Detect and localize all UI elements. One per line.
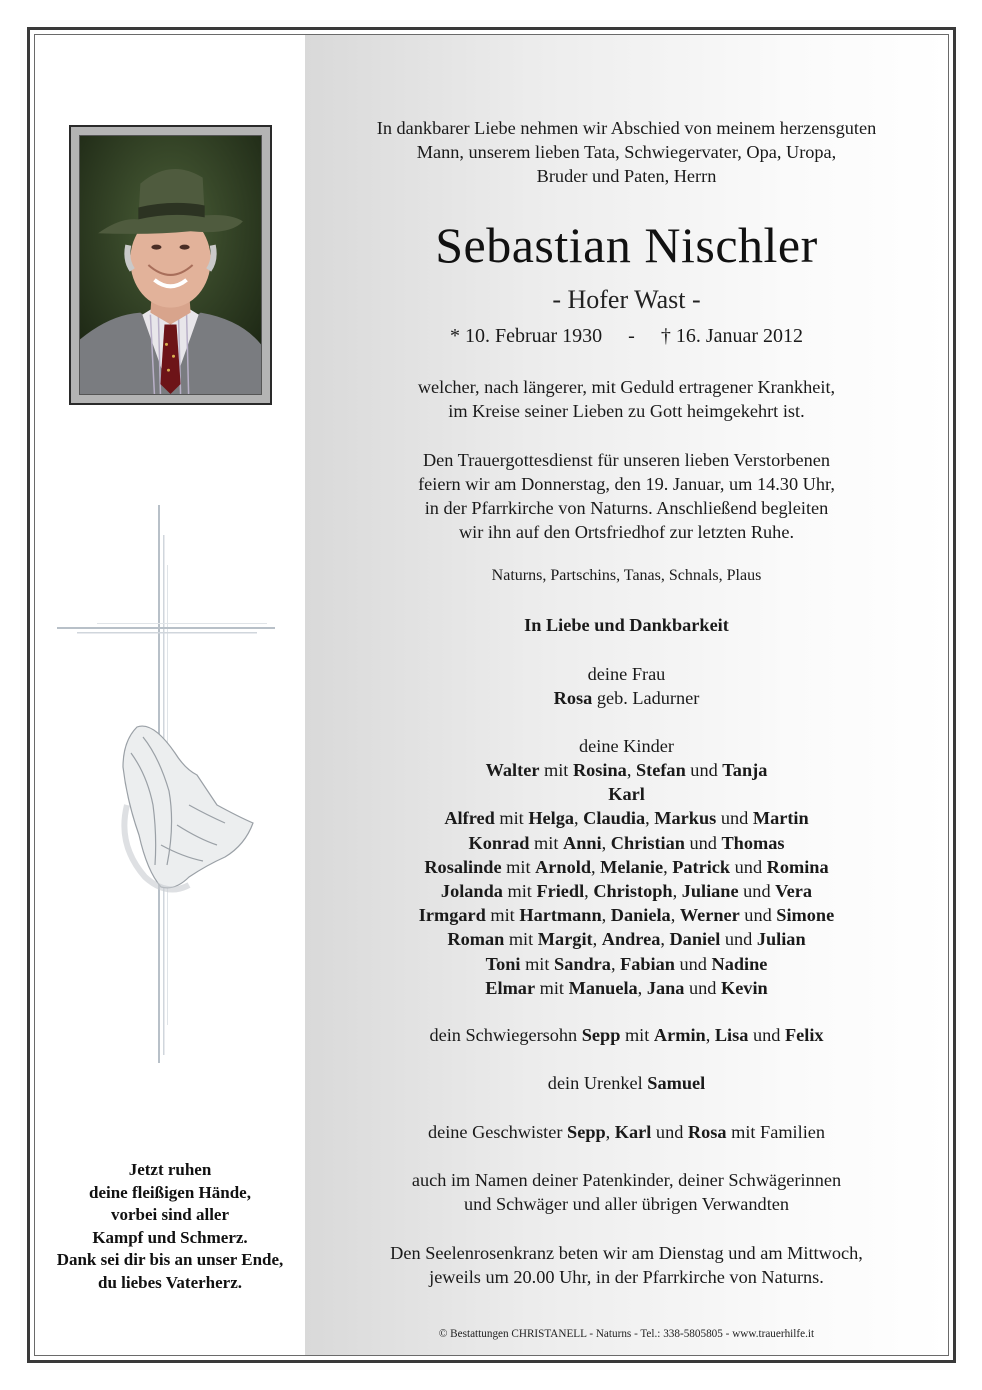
connector-text: und [748, 1025, 785, 1045]
service-line: wir ihn auf den Ortsfriedhof zur letzten Ruhe. [458, 522, 795, 542]
person-name: Alfred [444, 808, 495, 829]
service-line: in der Pfarrkirche von Naturns. Anschließend begleiten [424, 498, 829, 518]
portrait-photo [69, 125, 272, 405]
person-name: Julian [756, 929, 806, 950]
deceased-nickname: - Hofer Wast - [552, 285, 701, 314]
person-name: Nadine [711, 953, 768, 974]
person-name: Samuel [647, 1073, 706, 1093]
connector-text: mit [620, 1025, 654, 1045]
service-line: feiern wir am Donnerstag, den 19. Januar, um 14.30 Uhr, [418, 474, 835, 494]
poem-line: Dank sei dir bis an unser Ende, [56, 1250, 284, 1269]
also-line: und Schwäger und aller übrigen Verwandten [463, 1194, 790, 1214]
son-in-law-line [305, 1023, 948, 1047]
person-name: Sepp [581, 1025, 621, 1045]
deceased-name: Sebastian Nischler [435, 217, 818, 273]
children-line [305, 782, 948, 806]
person-name: Sepp [567, 1122, 606, 1142]
connector-text: und [685, 760, 723, 780]
person-name: Patrick [672, 856, 731, 877]
person-name: Jana [646, 977, 685, 998]
connector-text: , [590, 856, 601, 877]
connector-text: , [626, 760, 636, 780]
person-name: Karl [608, 784, 645, 805]
connector-text: mit [485, 905, 520, 926]
person-name: Toni [485, 953, 521, 974]
person-name: Friedl [536, 881, 585, 901]
connector-text: dein Schwiegersohn [429, 1025, 582, 1045]
birth-date: * 10. Februar 1930 [449, 325, 603, 347]
person-name: Thomas [721, 832, 785, 853]
person-name: Simone [776, 905, 835, 926]
person-name: Margit [537, 929, 593, 950]
person-name: Anni [563, 832, 602, 853]
rosary-line: jeweils um 20.00 Uhr, in der Pfarrkirche von Naturns. [429, 1267, 824, 1287]
connector-text: , [645, 808, 655, 829]
person-name: Rosina [572, 760, 627, 780]
in-love-heading: In Liebe und Dankbarkeit [524, 615, 729, 635]
poem-line: deine fleißigen Hände, [89, 1182, 251, 1202]
children-line [305, 903, 948, 927]
person-name: Romina [766, 856, 829, 877]
connector-text: , [601, 905, 611, 926]
connector-text: mit [501, 856, 536, 877]
person-name: Hartmann [519, 905, 602, 926]
connector-text: mit [535, 977, 569, 998]
connector-text: , [660, 929, 670, 950]
poem-line: du liebes Vaterherz. [97, 1272, 243, 1292]
life-dates [305, 323, 948, 349]
connector-text: , [605, 1122, 615, 1142]
siblings-line [305, 1120, 948, 1144]
children-line [305, 855, 948, 879]
connector-text: , [574, 808, 584, 829]
person-name: Arnold [535, 856, 591, 877]
person-name: Andrea [601, 929, 661, 950]
person-name: Roman [447, 929, 505, 950]
children-line [305, 831, 948, 855]
person-name: Vera [775, 881, 813, 901]
connector-text: mit Familien [726, 1122, 826, 1142]
intro-line: Bruder und Paten, Herrn [536, 166, 717, 186]
connector-text: , [670, 905, 680, 926]
connector-text: deine Geschwister [427, 1122, 568, 1142]
person-name: Armin [653, 1025, 706, 1045]
passing-line: im Kreise seiner Lieben zu Gott heimgekehrt ist. [448, 401, 805, 421]
children-line [305, 758, 948, 782]
person-name: Walter [485, 760, 540, 780]
connector-text: , [705, 1025, 715, 1045]
portrait-image [79, 135, 262, 395]
person-name: Karl [614, 1122, 652, 1142]
person-name: Helga [528, 808, 575, 829]
person-name: Tanja [722, 760, 768, 780]
poem-line: Kampf und Schmerz. [92, 1227, 248, 1247]
connector-text: und [684, 832, 722, 853]
obituary-card [34, 34, 949, 1356]
connector-text: , [610, 953, 621, 974]
intro-line: Mann, unserem lieben Tata, Schwiegervater, Opa, Uropa, [416, 142, 837, 162]
person-name: Rosalinde [424, 856, 502, 877]
person-name: Felix [784, 1025, 824, 1045]
person-name: Fabian [620, 953, 675, 974]
also-line: auch im Namen deiner Patenkinder, deiner Schwägerinnen [411, 1170, 842, 1190]
rosary-line: Den Seelenrosenkranz beten wir am Dienstag und am Mittwoch, [390, 1243, 863, 1263]
connector-text: mit [494, 808, 529, 829]
service-line: Den Trauergottesdienst für unseren lieben Verstorbenen [422, 450, 830, 470]
person-name: Melanie [600, 856, 664, 877]
connector-text: mit [502, 881, 537, 901]
connector-text: mit [539, 760, 573, 780]
person-name: Markus [654, 808, 717, 829]
connector-text: , [637, 977, 647, 998]
wife-maiden: geb. Ladurner [596, 688, 700, 708]
great-grandchild-line [305, 1071, 948, 1095]
person-name: Rosa [687, 1122, 727, 1142]
connector-text: und [684, 977, 721, 998]
left-column [35, 35, 305, 1355]
connector-text: , [672, 881, 682, 901]
person-name: Daniel [669, 929, 721, 950]
children-line [305, 879, 948, 903]
person-name: Werner [679, 905, 740, 926]
person-name: Juliane [681, 881, 739, 901]
passing-line: welcher, nach längerer, mit Geduld ertragener Krankheit, [417, 377, 836, 397]
connector-text: und [651, 1122, 688, 1142]
person-name: Christoph [593, 881, 673, 901]
connector-text: dein Urenkel [547, 1073, 648, 1093]
person-name: Stefan [635, 760, 686, 780]
cross-with-praying-hands-icon [57, 505, 279, 1070]
wife-name: Rosa [553, 688, 593, 708]
person-name: Daniela [610, 905, 671, 926]
wife-line [305, 686, 948, 710]
intro-line: In dankbarer Liebe nehmen wir Abschied von meinem herzensguten [376, 118, 877, 138]
connector-text: und [720, 929, 757, 950]
poem-line: Jetzt ruhen [128, 1160, 212, 1179]
person-name: Konrad [468, 832, 530, 853]
poem-line: vorbei sind aller [110, 1205, 230, 1224]
connector-text: und [674, 953, 712, 974]
poem [35, 1159, 305, 1294]
connector-text: und [739, 905, 777, 926]
connector-text: und [738, 881, 776, 901]
connector-text: , [584, 881, 594, 901]
person-name: Jolanda [440, 881, 503, 901]
person-name: Manuela [568, 977, 638, 998]
connector-text: , [592, 929, 602, 950]
places: Naturns, Partschins, Tanas, Schnals, Plaus [491, 567, 762, 584]
person-name: Irmgard [418, 905, 486, 926]
connector-text: , [663, 856, 673, 877]
children-line [305, 927, 948, 951]
person-name: Claudia [583, 808, 646, 829]
death-date: † 16. Januar 2012 [660, 325, 804, 347]
date-separator: - [628, 325, 635, 347]
person-name: Christian [610, 832, 685, 853]
children-line [305, 952, 948, 976]
connector-text: mit [520, 953, 555, 974]
connector-text: mit [529, 832, 563, 853]
connector-text: und [716, 808, 753, 829]
person-name: Kevin [720, 977, 768, 998]
person-name: Lisa [714, 1025, 749, 1045]
children-line [305, 806, 948, 830]
person-name: Elmar [485, 977, 536, 998]
portrait-icon [80, 136, 261, 394]
person-name: Sandra [554, 953, 611, 974]
children-heading: deine Kinder [579, 736, 674, 756]
connector-text: , [601, 832, 611, 853]
wife-heading: deine Frau [587, 664, 666, 684]
children-line [305, 976, 948, 1000]
connector-text: mit [504, 929, 538, 950]
connector-text: und [730, 856, 767, 877]
footer-credit: © Bestattungen CHRISTANELL - Naturns - Tel.: 338-5805805 - www.trauerhilfe.it [438, 1328, 815, 1340]
person-name: Martin [752, 808, 809, 829]
